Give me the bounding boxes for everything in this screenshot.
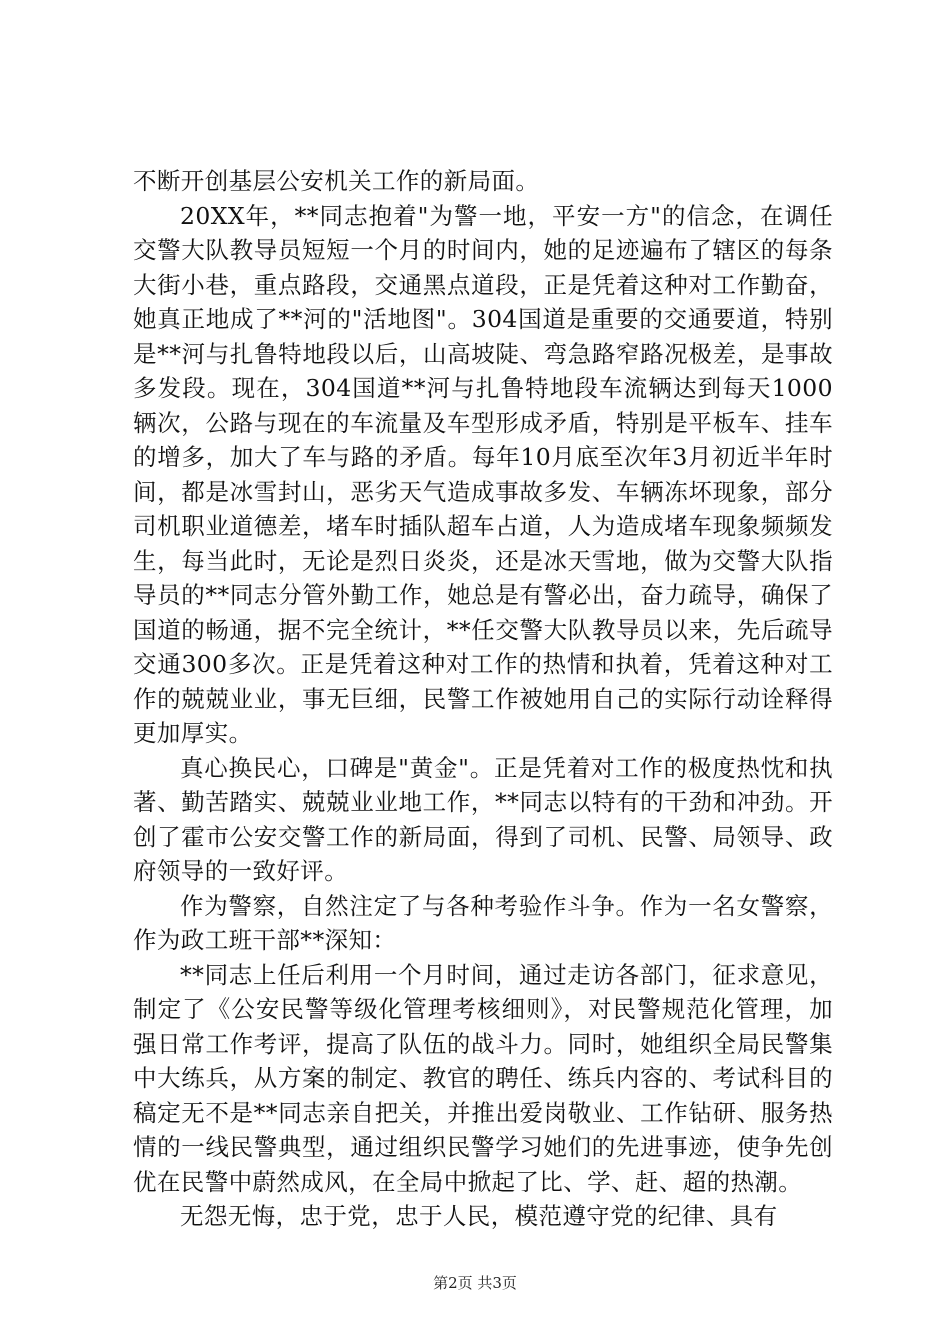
paragraph-loyalty: 无怨无悔，忠于党，忠于人民，模范遵守党的纪律、具有 — [180, 1202, 778, 1230]
paragraph-traffic-work: 20XX年，**同志抱着"为警一地，平安一方"的信念，在调任交警大队教导员短短一个月的时间内，她的足迹遍布了辖区的每条大街小巷，重点路段，交通黑点道段，正是凭着这种对工作勤奋，她真正地成了**河的"活地图"。304国道是重要的交通要道，特别是**河与扎鲁特地段以后，山高坡陡、弯急路窄路况极差，是事故多发段。现在，304国道**河与扎鲁特地段车流辆达到每天1000辆次，公路与现在的车流量及车型形成矛盾，特别是平板车、挂车的增多，加大了车与路的矛盾。每年10月底至次年3月初近半年时间，都是冰雪封山，恶劣天气造成事故多发、车辆冻坏现象，部分司机职业道德差，堵车时插队超车占道，人为造成堵车现象频频发生，每当此时，无论是烈日炎炎，还是冰天雪地，做为交警大队指导员的**同志分管外勤工作，她总是有警必出，奋力疏导，确保了国道的畅通，据不完全统计，**任交警大队教导员以来，先后疏导交通300多次。正是凭着这种对工作的热情和执着，凭着这种对工作的兢兢业业，事无巨细，民警工作被她用自己的实际行动诠释得更加厚实。 — [133, 201, 833, 747]
page-number-footer: 第2页 共3页 — [433, 1274, 517, 1292]
paragraph-management: **同志上任后利用一个月时间，通过走访各部门，征求意见，制定了《公安民警等级化管理考核细则》，对民警规范化管理，加强日常工作考评，提高了队伍的战斗力。同时，她组织全局民警集中大练兵，从方案的制定、教官的聘任、练兵内容的、考试科目的稿定无不是**同志亲自把关，并推出爱岗敬业、工作钻研、服务热情的一线民警典型，通过组织民警学习她们的先进事迹，使争先创优在民警中蔚然成风，在全局中掀起了比、学、赶、超的热潮。 — [133, 960, 833, 1196]
paragraph-female-officer: 作为警察，自然注定了与各种考验作斗争。作为一名女警察，作为政工班干部**深知： — [133, 891, 833, 954]
paragraph-public-praise: 真心换民心，口碑是"黄金"。正是凭着对工作的极度热忱和执著、勤苦踏实、兢兢业业地工作，**同志以特有的干劲和冲劲。开创了霍市公安交警工作的新局面，得到了司机、民警、局领导、政府领导的一致好评。 — [133, 753, 833, 885]
paragraph-continuation: 不断开创基层公安机关工作的新局面。 — [133, 167, 540, 195]
document-body — [133, 164, 833, 1234]
